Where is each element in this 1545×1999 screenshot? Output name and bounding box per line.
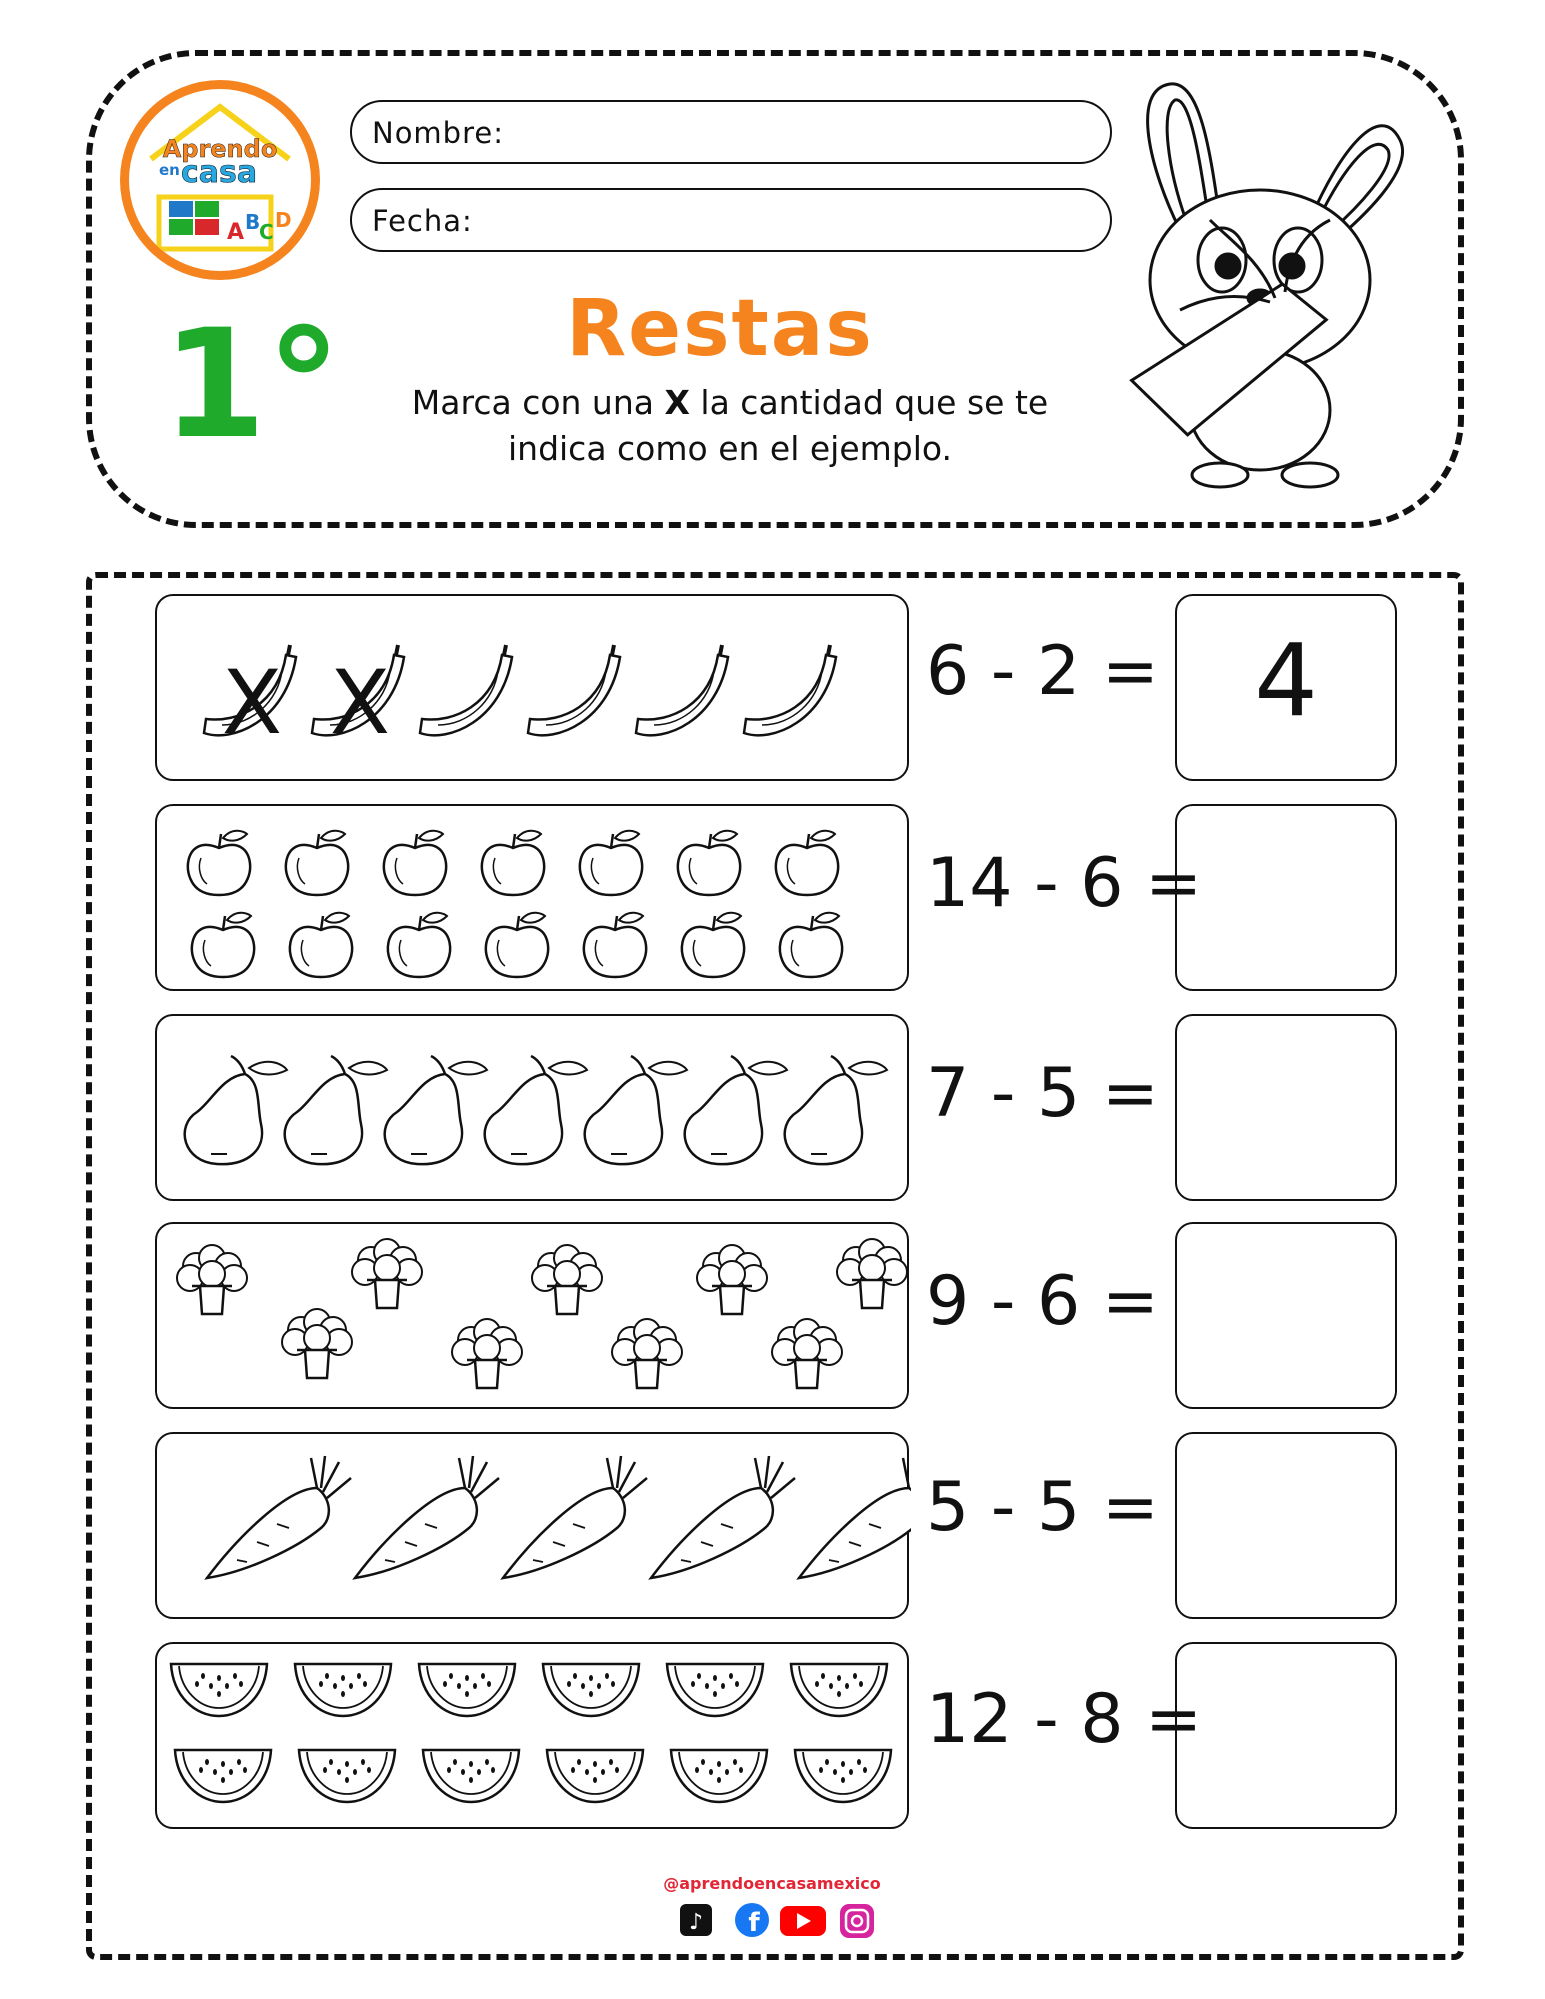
logo-text-casa: casa <box>181 155 258 190</box>
fruit-box-apple[interactable] <box>155 804 909 991</box>
answer-box[interactable] <box>1175 1014 1397 1201</box>
grade-label: 1° <box>162 298 342 472</box>
social-handle: @aprendoencasamexico <box>663 1874 881 1893</box>
broccoli-item[interactable] <box>772 1319 842 1388</box>
pear-item[interactable] <box>685 1056 787 1164</box>
equation: 14 - 6 = <box>926 844 1203 923</box>
broccoli-item[interactable] <box>282 1309 352 1378</box>
watermelon-item[interactable] <box>299 1750 395 1802</box>
broccoli-item[interactable] <box>452 1319 522 1388</box>
watermelon-item[interactable] <box>423 1750 519 1802</box>
answer-box[interactable] <box>1175 1432 1397 1619</box>
carrot-item[interactable] <box>651 1456 795 1578</box>
answer-box[interactable]: 4 <box>1175 594 1397 781</box>
apple-item[interactable] <box>678 831 740 895</box>
pear-item[interactable] <box>585 1056 687 1164</box>
fruit-box-pear[interactable] <box>155 1014 909 1201</box>
bunny-with-carrot-illustration <box>1060 70 1460 490</box>
apple-item[interactable] <box>682 913 744 977</box>
aprendo-en-casa-logo <box>120 80 320 280</box>
name-label: Nombre: <box>372 116 504 150</box>
fruit-box-broccoli[interactable] <box>155 1222 909 1409</box>
watermelon-item[interactable] <box>171 1664 267 1716</box>
watermelon-item[interactable] <box>419 1664 515 1716</box>
apple-item[interactable] <box>192 913 254 977</box>
apple-item[interactable] <box>286 831 348 895</box>
apple-item[interactable] <box>486 913 548 977</box>
equation: 12 - 8 = <box>926 1680 1203 1759</box>
broccoli-item[interactable] <box>837 1239 907 1308</box>
equation: 7 - 5 = <box>926 1054 1159 1133</box>
date-label: Fecha: <box>372 204 473 238</box>
equation: 9 - 6 = <box>926 1262 1159 1341</box>
equation: 5 - 5 = <box>926 1468 1159 1547</box>
watermelon-item[interactable] <box>667 1664 763 1716</box>
instructions-text-2: la cantidad que se te indica como en el ejemplo. <box>507 383 1049 468</box>
svg-text:D: D <box>275 208 292 232</box>
banana-item[interactable] <box>636 645 728 735</box>
instructions-text-1: Marca con una <box>411 383 665 422</box>
apple-item[interactable] <box>776 831 838 895</box>
youtube-icon <box>780 1906 826 1936</box>
banana-item[interactable] <box>420 645 512 735</box>
pear-item[interactable] <box>185 1056 287 1164</box>
cross-mark: X <box>221 651 283 754</box>
logo-text-en: en <box>159 161 180 179</box>
watermelon-item[interactable] <box>175 1750 271 1802</box>
answer-box[interactable] <box>1175 1642 1397 1829</box>
svg-text:f: f <box>748 1908 760 1938</box>
apple-item[interactable] <box>188 831 250 895</box>
instructions <box>370 380 1090 472</box>
svg-text:A: A <box>227 220 245 245</box>
pear-item[interactable] <box>385 1056 487 1164</box>
watermelon-item[interactable] <box>547 1750 643 1802</box>
broccoli-item[interactable] <box>177 1245 247 1314</box>
page-title: Restas <box>566 284 874 374</box>
logo-text-aprendo: Aprendo <box>162 135 278 163</box>
banana-item[interactable] <box>312 645 404 754</box>
apple-item[interactable] <box>384 831 446 895</box>
watermelon-item[interactable] <box>795 1750 891 1802</box>
apple-item[interactable] <box>580 831 642 895</box>
banana-item[interactable] <box>744 645 836 735</box>
pear-item[interactable] <box>785 1056 887 1164</box>
broccoli-item[interactable] <box>532 1245 602 1314</box>
banana-item[interactable] <box>528 645 620 735</box>
apple-item[interactable] <box>780 913 842 977</box>
fruit-box-banana[interactable] <box>155 594 909 781</box>
facebook-icon <box>735 1903 769 1938</box>
equation: 6 - 2 = <box>926 632 1159 711</box>
pear-item[interactable] <box>485 1056 587 1164</box>
instagram-icon <box>840 1904 874 1938</box>
watermelon-item[interactable] <box>671 1750 767 1802</box>
date-field[interactable] <box>350 188 1112 252</box>
svg-text:♪: ♪ <box>688 1910 704 1935</box>
svg-text:C: C <box>259 220 274 244</box>
broccoli-item[interactable] <box>352 1239 422 1308</box>
carrot-item[interactable] <box>503 1456 647 1578</box>
fruit-box-watermelon[interactable] <box>155 1642 909 1829</box>
pear-item[interactable] <box>285 1056 387 1164</box>
carrot-item[interactable] <box>207 1456 351 1578</box>
apple-item[interactable] <box>290 913 352 977</box>
apple-item[interactable] <box>388 913 450 977</box>
apple-item[interactable] <box>482 831 544 895</box>
broccoli-item[interactable] <box>697 1245 767 1314</box>
fruit-box-carrot[interactable] <box>155 1432 909 1619</box>
carrot-item[interactable] <box>799 1456 911 1578</box>
watermelon-item[interactable] <box>295 1664 391 1716</box>
watermelon-item[interactable] <box>543 1664 639 1716</box>
answer-box[interactable] <box>1175 804 1397 991</box>
instructions-mark: X <box>664 383 690 422</box>
tiktok-icon <box>680 1904 712 1936</box>
broccoli-item[interactable] <box>612 1319 682 1388</box>
banana-item[interactable] <box>204 645 296 754</box>
svg-text:B: B <box>245 210 261 234</box>
answer-box[interactable] <box>1175 1222 1397 1409</box>
name-field[interactable] <box>350 100 1112 164</box>
apple-item[interactable] <box>584 913 646 977</box>
cross-mark: X <box>329 651 391 754</box>
carrot-item[interactable] <box>355 1456 499 1578</box>
watermelon-item[interactable] <box>791 1664 887 1716</box>
